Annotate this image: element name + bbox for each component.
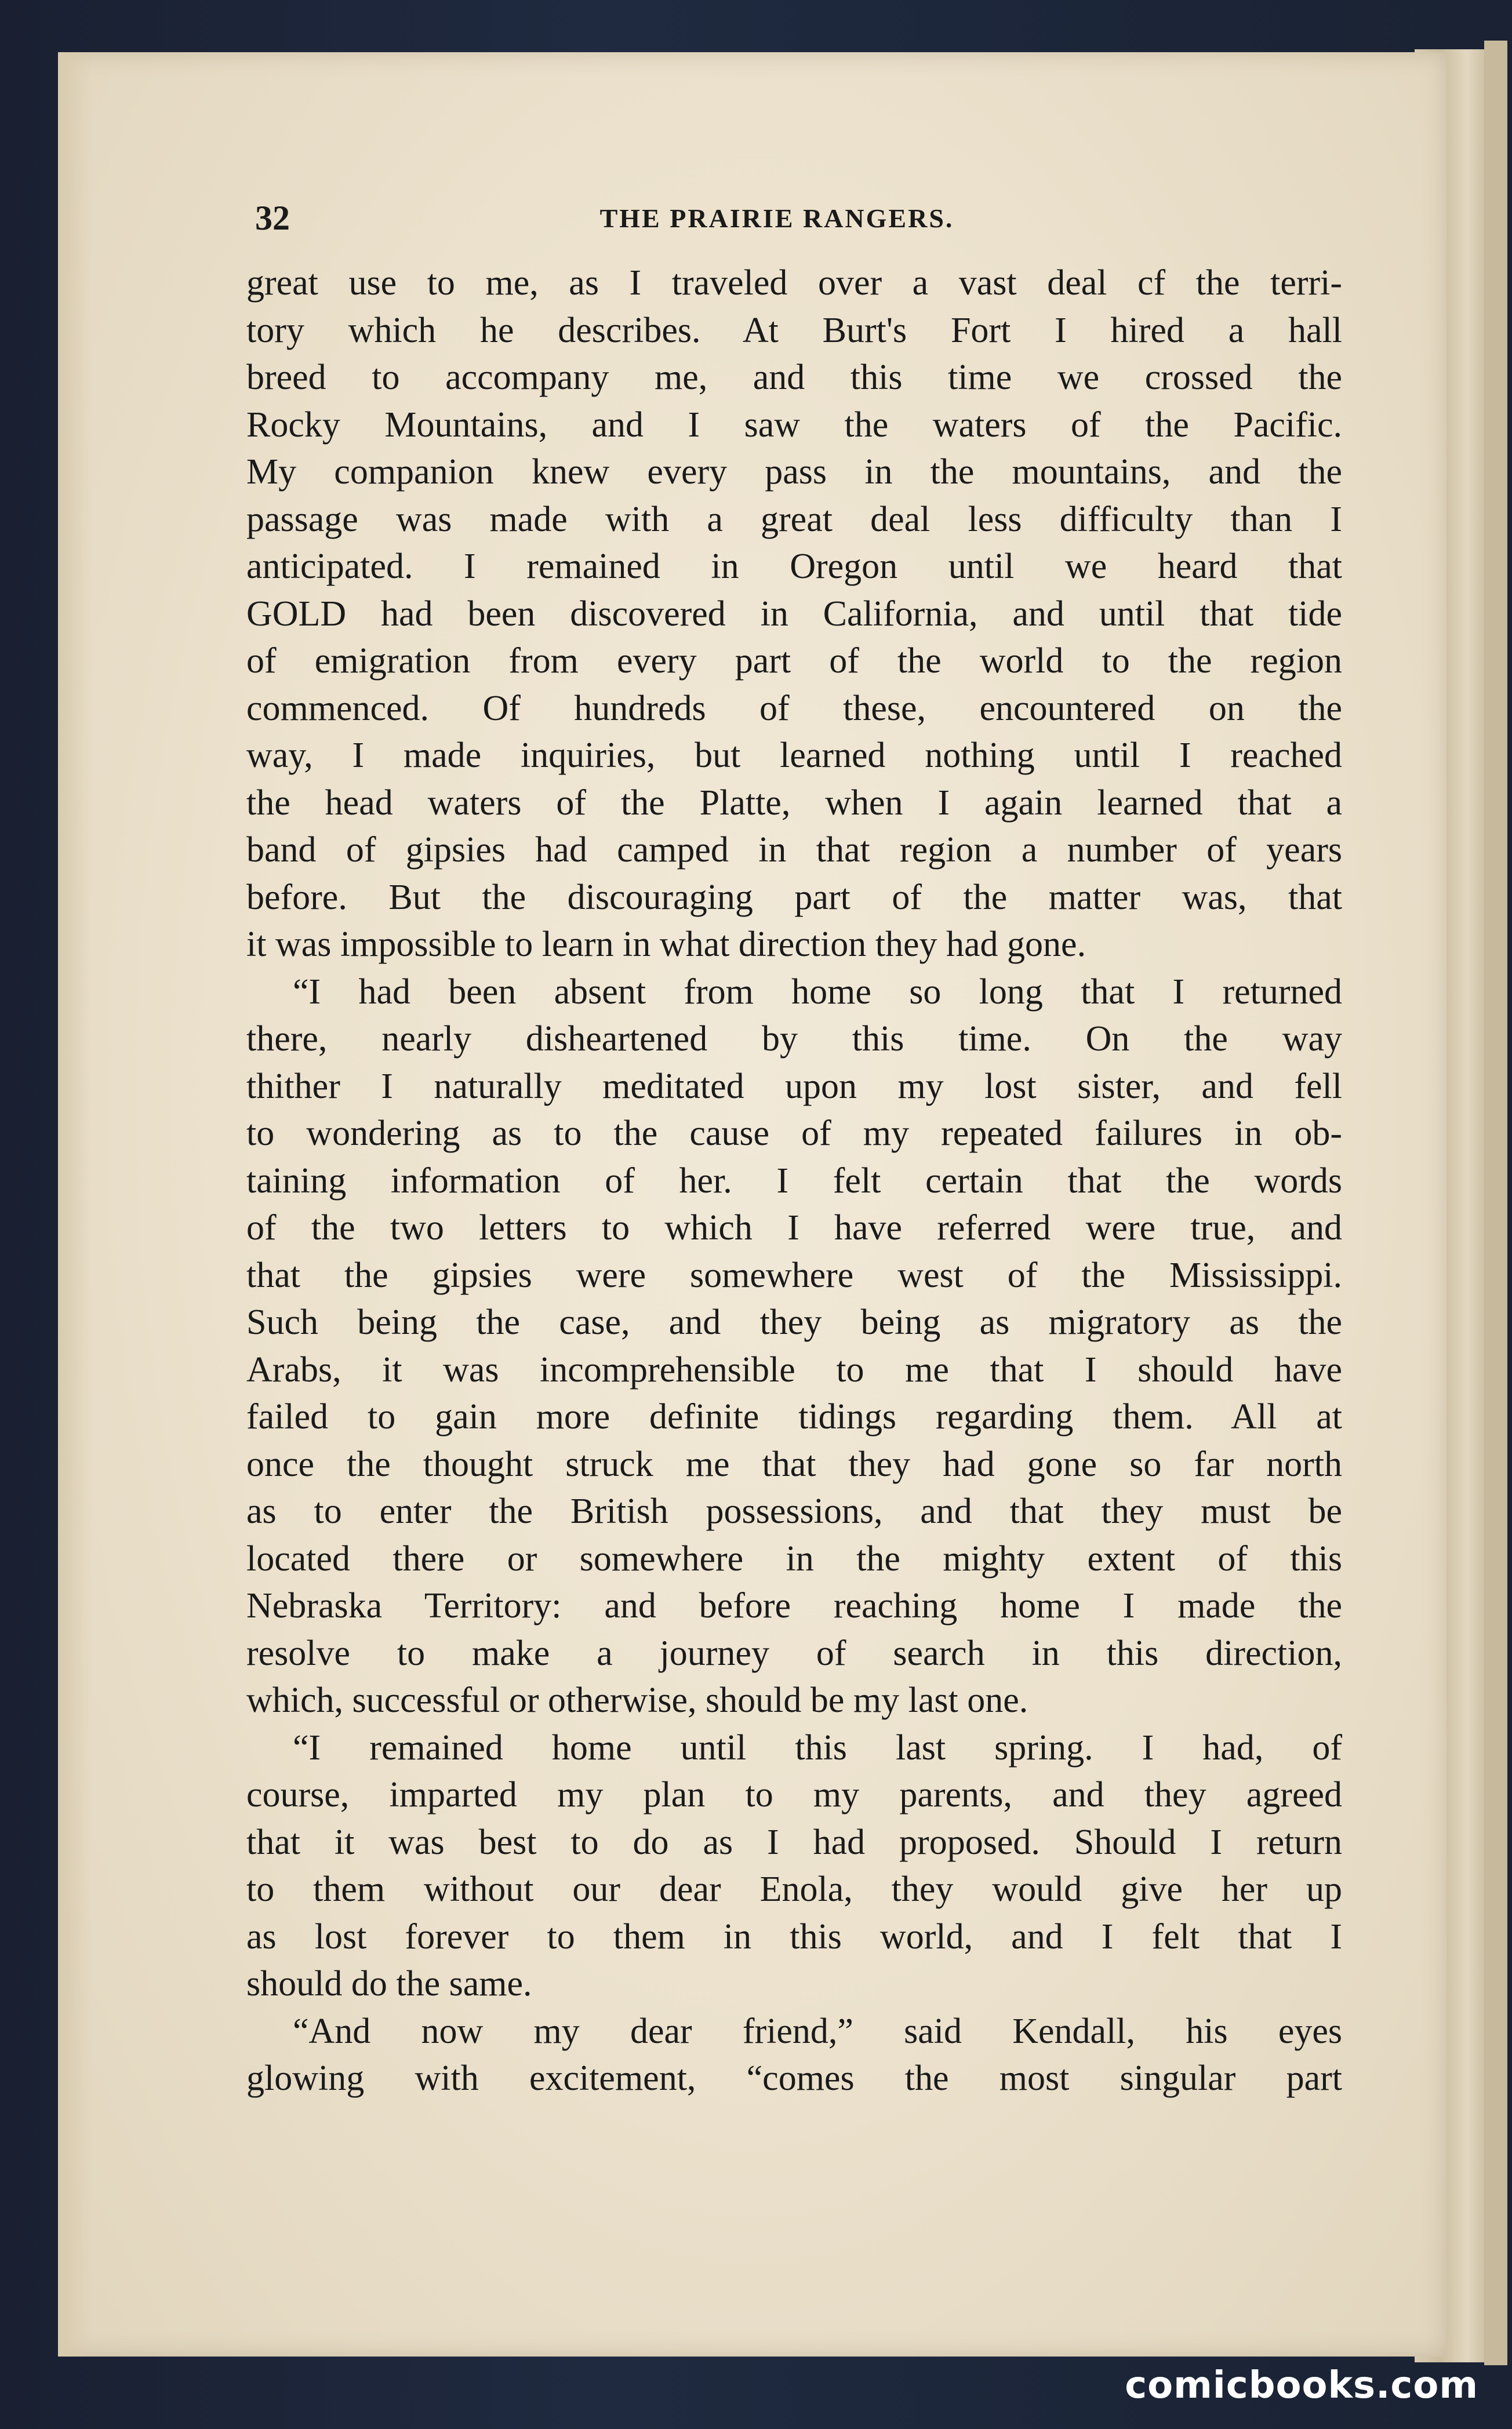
text-line: “And now my dear friend,” said Kendall, his eyes bbox=[293, 2011, 1342, 2051]
text-line: it was impossible to learn in what direction they had gone. bbox=[246, 925, 1086, 964]
page-binding-shadow bbox=[58, 52, 93, 2357]
text-line: that it was best to do as I had proposed. Should I return bbox=[246, 1822, 1342, 1862]
text-line: to wondering as to the cause of my repeated failures in ob- bbox=[246, 1114, 1342, 1153]
text-line: way, I made inquiries, but learned nothing until I reached bbox=[246, 736, 1342, 775]
text-line: Arabs, it was incomprehensible to me that I should have bbox=[246, 1350, 1342, 1390]
text-line: as lost forever to them in this world, and I felt that I bbox=[246, 1917, 1342, 1957]
text-line: which, successful or otherwise, should be my last one. bbox=[246, 1681, 1028, 1720]
text-line: Rocky Mountains, and I saw the waters of the Pacific. bbox=[246, 405, 1342, 445]
text-line: before. But the discouraging part of the matter was, that bbox=[246, 877, 1342, 917]
page-stack-strip bbox=[1484, 41, 1507, 2365]
text-line: anticipated. I remained in Oregon until we heard that bbox=[246, 547, 1342, 586]
page-number: 32 bbox=[255, 199, 290, 237]
text-line: course, imparted my plan to my parents, and they agreed bbox=[246, 1775, 1342, 1815]
text-line: GOLD had been discovered in California, and until that tide bbox=[246, 594, 1342, 634]
text-line: “I had been absent from home so long that I returned bbox=[293, 972, 1342, 1012]
text-line: taining information of her. I felt certain that the words bbox=[246, 1161, 1342, 1201]
page-header bbox=[197, 186, 1333, 255]
text-line: tory which he describes. At Burt's Fort I hired a hall bbox=[246, 310, 1342, 350]
text-line: band of gipsies had camped in that region a number of years bbox=[246, 830, 1342, 870]
text-line: the head waters of the Platte, when I again learned that a bbox=[246, 783, 1342, 823]
watermark-logo: comicbooks.com bbox=[1125, 2364, 1478, 2407]
text-line: there, nearly disheartened by this time. On the way bbox=[246, 1019, 1342, 1059]
text-line: Nebraska Territory: and before reaching home I made the bbox=[246, 1586, 1342, 1626]
text-line: passage was made with a great deal less difficulty than I bbox=[246, 499, 1342, 539]
text-line: resolve to make a journey of search in this direction, bbox=[246, 1633, 1342, 1673]
text-line: Such being the case, and they being as migratory as the bbox=[246, 1303, 1342, 1342]
text-line: that the gipsies were somewhere west of the Mississippi. bbox=[246, 1255, 1342, 1295]
text-line: as to enter the British possessions, and that they must be bbox=[246, 1492, 1342, 1531]
text-line: to them without our dear Enola, they would give her up bbox=[246, 1870, 1342, 1909]
text-line: My companion knew every pass in the mountains, and the bbox=[246, 452, 1342, 492]
text-line: of emigration from every part of the world to the region bbox=[246, 641, 1342, 681]
text-line: failed to gain more definite tidings regarding them. All at bbox=[246, 1397, 1342, 1437]
text-line: should do the same. bbox=[246, 1964, 532, 2003]
text-line: of the two letters to which I have referred were true, and bbox=[246, 1208, 1342, 1248]
text-line: glowing with excitement, “comes the most singular part bbox=[246, 2059, 1342, 2098]
body-text bbox=[246, 260, 1342, 2103]
text-line: breed to accompany me, and this time we crossed the bbox=[246, 358, 1342, 397]
running-title: THE PRAIRIE RANGERS. bbox=[599, 203, 954, 233]
text-line: thither I naturally meditated upon my lost sister, and fell bbox=[246, 1066, 1342, 1106]
text-line: commenced. Of hundreds of these, encountered on the bbox=[246, 688, 1342, 728]
text-line: great use to me, as I traveled over a vast deal cf the terri- bbox=[246, 263, 1342, 303]
text-line: “I remained home until this last spring. I had, of bbox=[293, 1728, 1342, 1768]
text-line: once the thought struck me that they had gone so far north bbox=[246, 1444, 1342, 1484]
text-line: located there or somewhere in the mighty extent of this bbox=[246, 1539, 1342, 1579]
